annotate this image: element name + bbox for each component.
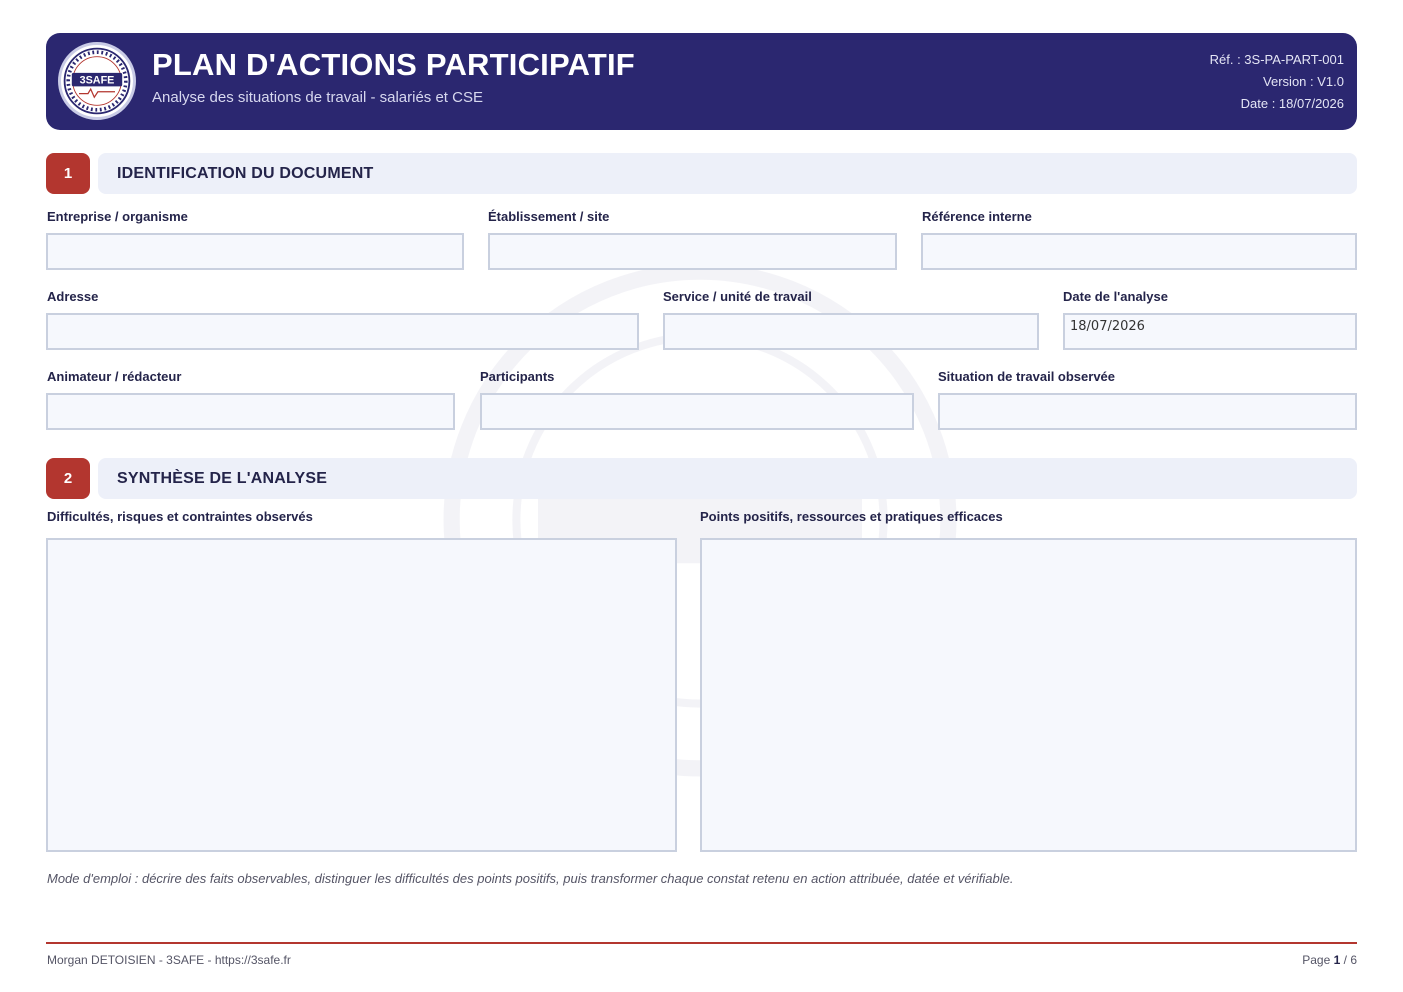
document-date: Date : 18/07/2026 [1240,96,1344,111]
document-header [46,33,1357,130]
page-separator: / [1343,953,1347,967]
footer-author: Morgan DETOISIEN - 3SAFE - https://3safe.fr [47,953,291,967]
adresse-field[interactable] [46,313,639,350]
difficultes-label: Difficultés, risques et contraintes observés [47,509,313,524]
section-number: 1 [46,153,90,194]
document-title: PLAN D'ACTIONS PARTICIPATIF [152,47,635,82]
section-2-header [46,458,1357,499]
situation-label: Situation de travail observée [938,369,1116,384]
page-indicator [1302,953,1357,967]
page-current: 1 [1333,953,1341,967]
date-label: Date de l'analyse [1063,289,1168,304]
page-total: 6 [1350,953,1357,967]
participants-label: Participants [480,369,555,384]
difficultes-textarea[interactable] [46,538,677,852]
entreprise-field[interactable] [46,233,464,270]
positifs-textarea[interactable] [700,538,1357,852]
animateur-field[interactable] [46,393,455,430]
date-field[interactable]: 18/07/2026 [1063,313,1357,350]
document-subtitle: Analyse des situations de travail - salariés et CSE [152,89,483,106]
service-field[interactable] [663,313,1039,350]
document-ref: Réf. : 3S-PA-PART-001 [1209,52,1344,67]
instructions-note: Mode d'emploi : décrire des faits observables, distinguer les difficultés des points positifs, puis transformer chaque constat retenu en action attribuée, datée et vérifiable. [47,871,1014,886]
document-meta [1210,49,1344,115]
reference-field[interactable] [921,233,1357,270]
footer-divider [46,942,1357,944]
service-label: Service / unité de travail [663,289,812,304]
section-number: 2 [46,458,90,499]
section-title: SYNTHÈSE DE L'ANALYSE [98,458,1357,499]
positifs-label: Points positifs, ressources et pratiques efficaces [700,509,1003,524]
participants-field[interactable] [480,393,914,430]
entreprise-label: Entreprise / organisme [47,209,188,224]
situation-field[interactable] [938,393,1357,430]
section-1-header [46,153,1357,194]
section-title: IDENTIFICATION DU DOCUMENT [98,153,1357,194]
adresse-label: Adresse [47,289,99,304]
etablissement-field[interactable] [488,233,897,270]
svg-text:3SAFE: 3SAFE [79,74,115,87]
etablissement-label: Établissement / site [488,209,610,224]
page-prefix: Page [1302,953,1331,967]
3safe-logo-icon [58,42,136,120]
animateur-label: Animateur / rédacteur [47,369,182,384]
reference-label: Référence interne [922,209,1032,224]
document-version: Version : V1.0 [1263,74,1344,89]
